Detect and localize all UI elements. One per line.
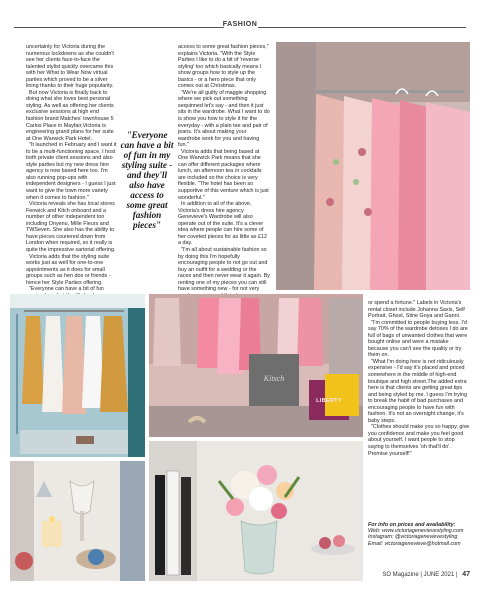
paragraph: "Clothes should make you so happy, give you confidence and make you feel good about yourself. I want people to stop saying to themselves 'oh that'll do'. Promise yourself!" bbox=[368, 424, 470, 457]
paragraph: access to some great fashion pieces," explains Victoria. "With the Style Parties I like to do a bit of 'reverse styling' too which basically means I show groups how to style up the basics - or a hero piece that only comes out at Christmas. bbox=[178, 44, 269, 90]
paragraph: Victoria adds that being based at One Warwick Park means that she can offer different packages where lunch, an afternoon tea or cocktails are included so the choice is very flexible. "The hotel has been so supportive of this venture which is just wonderful." bbox=[178, 148, 269, 201]
paragraph: In addition to all of the above, Victoria's dress hire agency Genevieve's Wardrobe will also operate out of the suite. It's a clever idea where people can hire some of her coveted pieces for as little as £12 a day. bbox=[178, 201, 267, 247]
page-footer bbox=[382, 571, 470, 578]
wardrobe-illustration bbox=[10, 294, 145, 457]
pull-quote: "Everyone can have a bit of fun in my styling suite - and they'll also have access to some great fashion pieces" bbox=[120, 130, 174, 230]
flowers-photo bbox=[149, 441, 363, 581]
paragraph: uncertainty for Victoria during the numerous lockdowns as she couldn't see her clients face-to-face the talented stylist quickly overcame this with her What to Wear Now virtual parties which proved to be a silver lining thanks to their huge popularity. bbox=[26, 44, 114, 90]
flowers-illustration bbox=[149, 441, 363, 581]
section-header bbox=[0, 0, 480, 36]
footer-magazine: SO Magazine bbox=[382, 572, 419, 578]
clothing-rail-illustration bbox=[276, 42, 470, 290]
paragraph: "Everyone can have a bit of fun bbox=[29, 286, 104, 293]
footer-separator: | bbox=[455, 572, 460, 578]
header-rule-right bbox=[258, 27, 466, 28]
article-column-1 bbox=[26, 44, 117, 292]
paragraph: or spend a fortune." Labels in Victoria's rental closet include Johanna Saxis, Self Portrait, Ghost, Stine Goya and Ganni. bbox=[368, 300, 465, 320]
page-number: 47 bbox=[462, 571, 470, 578]
clothing-rail-photo bbox=[276, 42, 470, 290]
contact-info bbox=[368, 522, 472, 566]
paragraph: "It launched in February and I want it to be a multi-functioning space. I host both private client sessions and also style parties but my new dress hire agency is now based here too. I'm also running pop-ups with independent designers - I guess I just want to give the town more variety when it comes to fashion." bbox=[26, 142, 117, 201]
paragraph: "We're all guilty of maggie shopping where we pick out something sequinned let's say - and then it just sits in the wardrobe. What I want to do is show you how to style it for the everyday - with a plain tee and pair of jeans. It's about making your wardrobe work for you and having fun." bbox=[178, 89, 270, 149]
article-column-2 bbox=[178, 44, 270, 292]
styling-suite-photo bbox=[149, 294, 363, 437]
bag-label-liberty: LIBERTY bbox=[316, 398, 342, 404]
candles-illustration bbox=[10, 461, 145, 581]
paragraph: "What I'm doing here is not ridiculously expensive - I'd say it's placed and priced somewhere in the middle of high-end boutique and high street.The added extra here is that clients are getting great tips and being styled by me. I guess I'm trying to break the habit of bad purchases and encouraging people to have fun with fashion. It's not an overnight change, it's baby steps. bbox=[368, 358, 468, 424]
candles-photo bbox=[10, 461, 145, 581]
info-heading: For info on prices and availability: bbox=[368, 522, 456, 528]
info-email: Email: victoriagenevieve@hotmail.com bbox=[368, 540, 461, 547]
styling-suite-illustration bbox=[149, 294, 363, 437]
paragraph: "I'm committed to people buying less. I'd say 70% of the wardrobe detoxes I do are full of bags of unwanted clothes that were bought online and were a mistake because you can't see the quality or try them on. bbox=[368, 319, 468, 359]
footer-separator: | bbox=[420, 572, 424, 578]
paragraph: Victoria adds that the styling suite works just as well for one-to-one appointments as it does for small groups such as hen dos or friends - hence her Style Parties offering. bbox=[26, 253, 111, 286]
info-instagram: Instagram: @victoriagenevievestyling bbox=[368, 534, 458, 541]
paragraph: Victoria reveals she has local stores Fenwick and Kitch onboard and a number of other independent too including Onyenu, Mille Fleurs and TWSeven. She also has the ability to have pieces couriered down from London when required, so it really is quite the impressive sartorial offering. bbox=[26, 201, 116, 253]
paragraph: "I'm all about sustainable fashion so by doing this I'm hopefully encouraging people to not go out and buy an outfit for a wedding or the races and then never wear it again. By renting one of my pieces you can still have something new - for not very bbox=[178, 246, 270, 293]
section-label: FASHION bbox=[222, 21, 258, 28]
wardrobe-photo bbox=[10, 294, 145, 457]
article-column-3 bbox=[368, 300, 470, 518]
bag-label-kitsch: Kitsch bbox=[263, 374, 285, 383]
paragraph: But now Victoria is finally back to doing what she loves best personal styling. As well as offering her clients exclusive sessions at high end fashion brand Matches' townhouse 5 Carlos Place in Mayfair,Victoria is engineering grand plans for her suite at One Warwick Park Hotel. bbox=[26, 89, 114, 142]
info-web: Web: www.victoriagenevievestyling.com bbox=[368, 528, 464, 535]
footer-issue: JUNE 2021 bbox=[423, 572, 455, 578]
